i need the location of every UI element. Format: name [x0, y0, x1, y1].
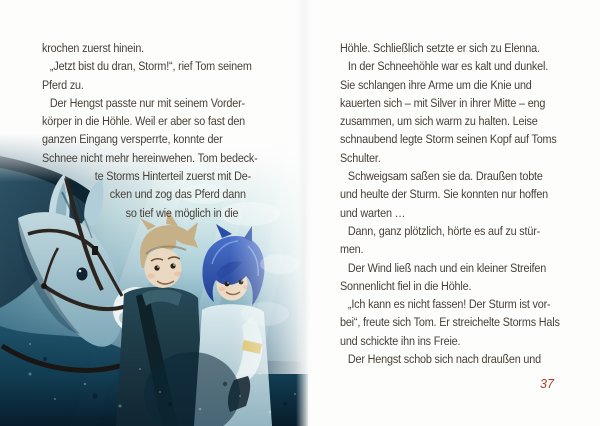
text-line: krochen zuerst hinein. — [42, 41, 144, 55]
boy-eye — [170, 263, 175, 268]
text-line: cken und zog das Pferd dann — [109, 187, 246, 202]
text-line: „Ich kann es nicht fassen! Der Sturm ist vor- — [347, 297, 551, 312]
text-line: te Storms Hinterteil zuerst mit De- — [94, 169, 251, 184]
text-line: Der Hengst schob sich nach draußen und — [347, 352, 541, 367]
text-line: und warten … — [340, 205, 406, 220]
text-line: Sonnenlicht fiel in die Höhle. — [340, 278, 472, 293]
right-page — [300, 0, 600, 426]
text-line: Dann, ganz plötzlich, hörte es auf zu stür- — [347, 223, 541, 238]
text-line: ganzen Eingang versperrte, konnte der — [42, 132, 223, 147]
boy-eye — [154, 265, 159, 270]
text-line: In der Schneehöhle war es kalt und dunkel. — [347, 59, 549, 74]
text-line: kauerten sich – mit Silver in ihrer Mitte – eng — [340, 95, 546, 110]
horse-eye — [77, 268, 88, 281]
right-page-text — [340, 39, 600, 368]
text-line: so tief wie möglich in die — [125, 205, 239, 220]
text-line: Sie schlangen ihre Arme um die Knie und — [340, 77, 532, 92]
text-line: Der Wind ließ nach und ein kleiner Streifen — [347, 260, 547, 275]
text-line: Schnee nicht mehr hereinwehen. Tom bedeck- — [42, 150, 258, 165]
text-line: Pferd zu. — [42, 77, 84, 92]
boy-face — [145, 248, 182, 288]
girl-eye — [225, 282, 230, 287]
text-line: men. — [340, 242, 364, 257]
text-line: schnaubend legte Storm seinen Kopf auf Toms — [340, 132, 557, 147]
text-line: und heulte der Sturm. Sie konnten nur hoffen — [340, 187, 549, 202]
text-line: Höhle. Schließlich setzte er sich zu Elenna. — [340, 41, 540, 55]
text-line: zusammen, um sich warm zu halten. Leise — [340, 114, 538, 129]
text-line: Schulter. — [340, 150, 381, 165]
text-line: Der Hengst passte nur mit seinem Vorder- — [49, 95, 245, 110]
page-number: 37 — [540, 377, 554, 391]
text-line: Schweigsam saßen sie da. Draußen tobte — [347, 169, 543, 184]
left-page-text — [42, 39, 306, 222]
text-line: und schickte ihn ins Freie. — [340, 333, 461, 348]
text-line: „Jetzt bist du dran, Storm!“, rief Tom seinem — [49, 59, 252, 74]
text-line: körper in die Höhle. Weil er aber so fast den — [42, 114, 246, 129]
text-line: bei“, freute sich Tom. Er streichelte Storms Hals — [340, 315, 560, 330]
